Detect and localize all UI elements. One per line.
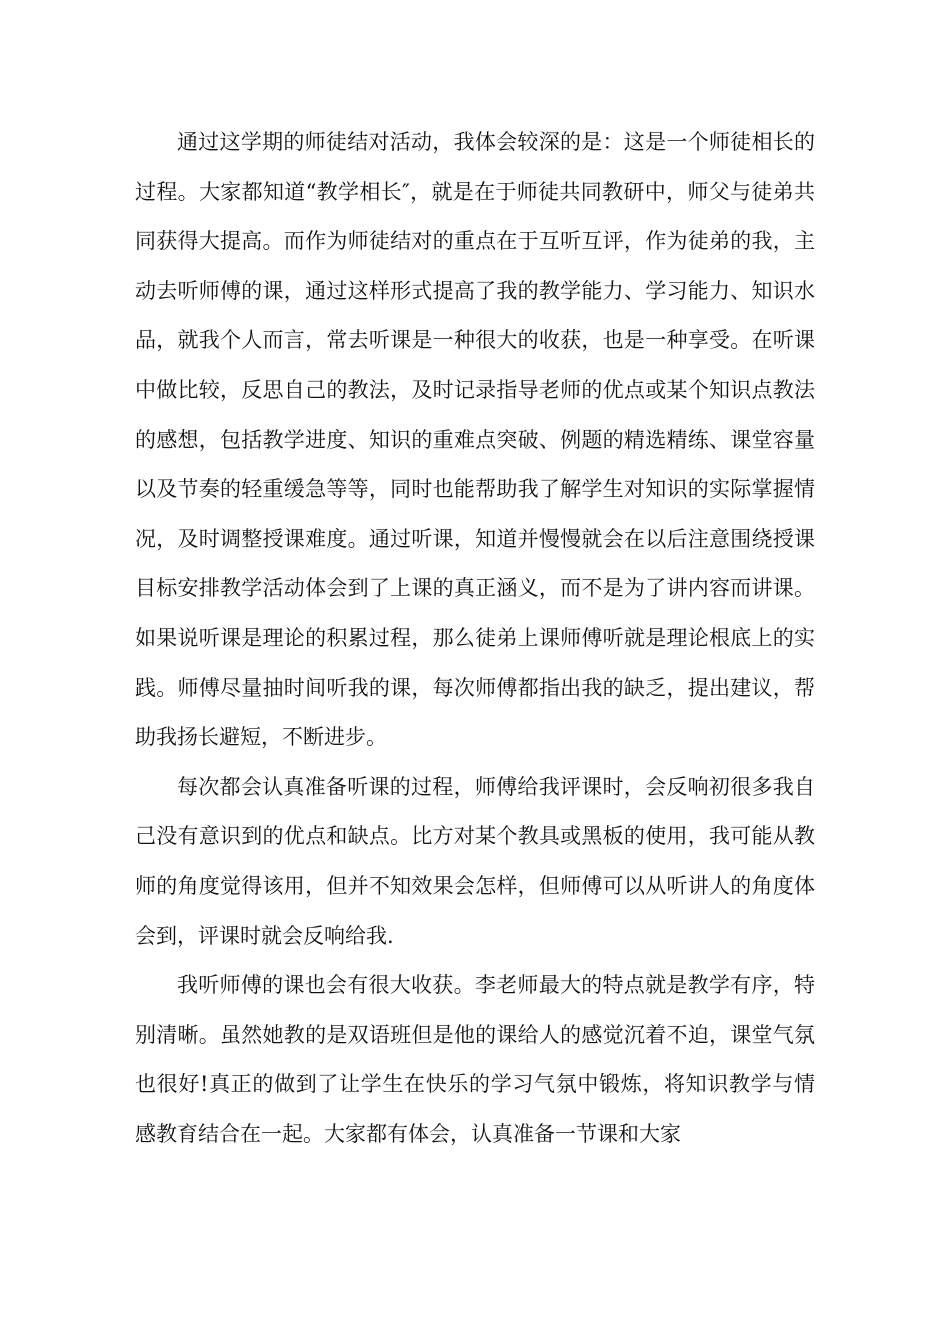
paragraph-1: 通过这学期的师徒结对活动，我体会较深的是：这是一个师徒相长的过程。大家都知道“教学相长″，就是在于师徒共同教研中，师父与徒弟共同获得大提高。而作为师徒结对的重点在于互听互评，作为徒弟的我，主动去听师傅的课，通过这样形式提高了我的教学能力、学习能力、知识水品，就我个人而言，常去听课是一种很大的收获，也是一种享受。在听课中做比较，反思自己的教法，及时记录指导老师的优点或某个知识点教法的感想，包括教学进度、知识的重难点突破、例题的精选精练、课堂容量以及节奏的轻重缓急等等，同时也能帮助我了解学生对知识的实际掌握情况，及时调整授课难度。通过听课，知道并慢慢就会在以后注意围绕授课目标安排教学活动体会到了上课的真正涵义，而不是为了讲内容而讲课。如果说听课是理论的积累过程，那么徒弟上课师傅听就是理论根底上的实践。师傅尽量抽时间听我的课，每次师傅都指出我的缺乏，提出建议，帮助我扬长避短，不断进步。 [135,130,815,750]
document-body [135,118,815,1159]
paragraph-3: 我听师傅的课也会有很大收获。李老师最大的特点就是教学有序，特别清晰。虽然她教的是双语班但是他的课给人的感觉沉着不迫，课堂气氛也很好!真正的做到了让学生在快乐的学习气氛中锻炼，将知识教学与情感教育结合在一起。大家都有体会，认真准备一节课和大家 [135,973,815,1146]
paragraph-2: 每次都会认真准备听课的过程，师傅给我评课时，会反响初很多我自己没有意识到的优点和缺点。比方对某个教具或黑板的使用，我可能从教师的角度觉得该用，但并不知效果会怎样，但师傅可以从听讲人的角度体会到，评课时就会反响给我. [135,774,815,948]
